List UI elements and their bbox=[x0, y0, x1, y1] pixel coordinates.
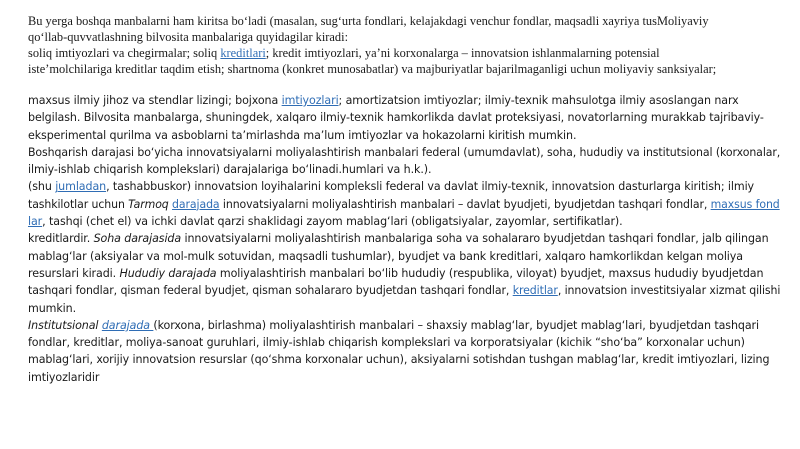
text-run: kreditlardir. bbox=[28, 232, 94, 246]
text-run: qo‘llab-quvvatlashning bilvosita manbalariga quyidagilar kiradi: bbox=[28, 30, 349, 44]
text-line bbox=[28, 29, 780, 45]
hyperlink[interactable]: darajada bbox=[101, 318, 154, 332]
text-run: belgilash. Bilvosita manbalarga, shuningdek, xalqaro ilmiy-texnik hamkorlikda davlat proteksiyasi, novatorlarning murakkab tajribaviy- bbox=[28, 111, 764, 125]
text-run: fondlar, kreditlar, moliya-sanoat guruhlari, ilmiy-ishlab chiqarish komplekslari va korporatsiyalar (kichik “sho‘ba” korxonalar uchun) bbox=[28, 336, 745, 350]
text-run: innovatsiyalarni moliyalashtirish manbalariga soha va sohalararo byudjetdan tashqari fondlar, jalb qilingan bbox=[181, 232, 769, 246]
text-line bbox=[28, 13, 780, 29]
text-run: eksperimental qurilma va asboblarni ta’mirlashda ma’lum imtiyozlar va hokazolarni kiritish mumkin. bbox=[28, 128, 577, 142]
text-run: tashqari fondlar, qisman federal byudjet, qisman sohalararo byudjetdan tashqari fondlar, bbox=[28, 284, 513, 298]
text-run: , tashabbuskor) innovatsion loyihalarini kompleksli federal va davlat ilmiy-texnik, innovatsion dasturlarga kiritish; ilmiy bbox=[106, 180, 755, 194]
text-line bbox=[28, 178, 780, 195]
text-line bbox=[28, 196, 780, 213]
text-line bbox=[28, 282, 781, 299]
text-run: , innovatsion investitsiyalar xizmat qilishi bbox=[557, 284, 781, 298]
text-run: innovatsiyalarni moliyalashtirish manbalari – davlat byudjeti, byudjetdan tashqari fondlar, bbox=[219, 197, 711, 211]
text-run: ; kredit imtiyozlari, ya’ni korxonalarga – innovatsion ishlanmalarning potensial bbox=[265, 46, 660, 60]
hyperlink[interactable]: kreditlar bbox=[512, 284, 558, 298]
text-line bbox=[28, 351, 780, 368]
text-run: Boshqarish darajasi bo‘yicha innovatsiyalarni moliyalashtirish manbalari federal (umumdavlat), soha, hududiy va institutsional (korxonalar, bbox=[28, 145, 781, 159]
text-line bbox=[28, 369, 780, 386]
text-line bbox=[28, 300, 780, 317]
text-run: soliq imtiyozlari va chegirmalar; soliq bbox=[28, 46, 221, 60]
text-run: mablag‘lari, xorijiy innovatsion resurslar (qo‘shma korxonalar uchun), aksiyalarni sotishdan tushgan mablag‘lar, kredit imtiyozlari, lizing bbox=[28, 353, 770, 367]
main-text-body bbox=[28, 92, 780, 386]
text-line bbox=[28, 265, 780, 282]
text-line bbox=[28, 317, 780, 334]
text-line bbox=[28, 230, 780, 247]
text-run: imtiyozlaridir bbox=[28, 370, 100, 384]
text-run: Bu yerga boshqa manbalarni ham kiritsa bo‘ladi (masalan, sug‘urta fondlari, kelajakdagi venchur fondlar, maqsadli xayriya tusMoliyaviy bbox=[28, 14, 709, 28]
text-run: resurslari kiradi. bbox=[28, 266, 120, 280]
hyperlink[interactable]: darajada bbox=[172, 197, 220, 211]
text-run: maxsus ilmiy jihoz va stendlar lizingi; bojxona bbox=[28, 94, 282, 107]
text-run: ilmiy-ishlab chiqarish komplekslari) darajalariga bo‘linadi.humlari va h.k.). bbox=[28, 163, 432, 177]
italic-term: Hududiy darajada bbox=[119, 266, 217, 280]
text-line bbox=[28, 61, 780, 77]
text-line bbox=[28, 334, 780, 351]
italic-term: Soha darajasida bbox=[93, 232, 182, 246]
hyperlink[interactable]: maxsus fond bbox=[710, 197, 780, 211]
hyperlink[interactable]: kreditlari bbox=[220, 46, 266, 60]
text-run: (shu bbox=[28, 180, 56, 194]
text-run: tashkilotlar uchun bbox=[28, 197, 129, 211]
hyperlink[interactable]: lar bbox=[28, 215, 43, 229]
hyperlink[interactable]: imtiyozlari bbox=[281, 94, 339, 107]
italic-term: Tarmoq bbox=[128, 197, 173, 211]
text-line bbox=[28, 45, 780, 61]
text-line bbox=[28, 213, 780, 230]
text-line bbox=[28, 161, 780, 178]
text-line bbox=[28, 127, 780, 144]
text-run: (korxona, birlashma) moliyalashtirish manbalari – shaxsiy mablag‘lar, byudjet mablag‘lari, byudjetdan tashqari bbox=[153, 318, 759, 332]
hyperlink[interactable]: jumladan bbox=[55, 180, 107, 194]
intro-paragraph bbox=[28, 13, 780, 77]
text-run: iste’molchilariga kreditlar taqdim etish; shartnoma (konkret munosabatlar) va majburiyatlar bajarilmaganligi uchun moliyaviy sanksiyalar; bbox=[28, 62, 717, 76]
text-line bbox=[28, 92, 780, 109]
text-line bbox=[28, 144, 781, 161]
text-run: moliyalashtirish manbalari bo‘lib hududiy (respublika, viloyat) byudjet, maxsus hududiy byudjetdan bbox=[216, 266, 764, 280]
text-line bbox=[28, 248, 780, 265]
text-line bbox=[28, 109, 780, 126]
text-run: ; amortizatsion imtiyozlar; ilmiy-texnik mahsulotga ilmiy asoslangan narx bbox=[338, 94, 739, 107]
text-run: mumkin. bbox=[28, 301, 77, 315]
text-run: , tashqi (chet el) va ichki davlat qarzi shaklidagi zayom mablag‘lari (obligatsiyalar, zayomlar, sertifikatlar). bbox=[42, 215, 623, 229]
text-run: mablag‘lar (aksiyalar va mol-mulk sotuvidan, maqsadli tushumlar), byudjet va bank kreditlari, xalqaro hamkorlikdan kelgan moliya bbox=[28, 249, 743, 263]
italic-term: Institutsional bbox=[28, 318, 102, 332]
